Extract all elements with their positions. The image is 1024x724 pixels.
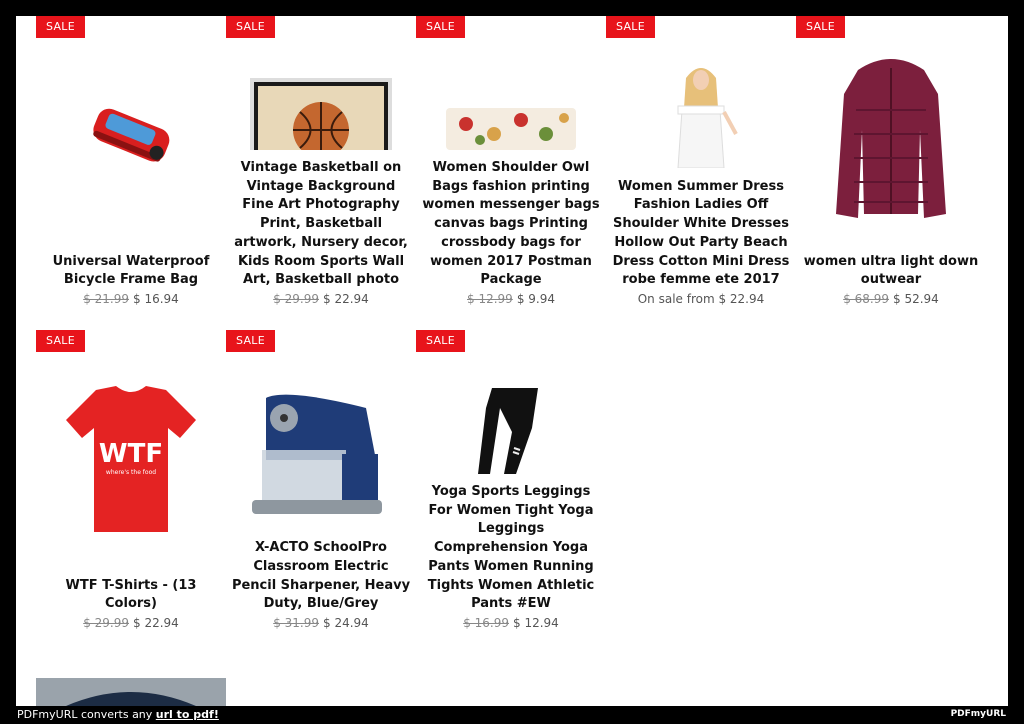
product-title[interactable]: women ultra light down outwear — [803, 253, 979, 288]
product-info — [226, 159, 416, 308]
original-price: $ 21.99 — [83, 292, 129, 306]
product-image[interactable] — [36, 96, 226, 176]
original-price: $ 12.99 — [467, 292, 513, 306]
product-price — [36, 614, 226, 632]
original-price: $ 68.99 — [843, 292, 889, 306]
sale-price: $ 16.94 — [133, 292, 179, 306]
original-price: $ 16.99 — [463, 616, 509, 630]
product-price — [416, 614, 606, 632]
footer-prefix: PDFmyURL converts any — [17, 708, 156, 721]
product-price — [796, 290, 986, 308]
sale-price: $ 22.94 — [133, 616, 179, 630]
sale-badge: SALE — [796, 16, 845, 38]
url-to-pdf-link[interactable]: url to pdf! — [155, 708, 219, 721]
product-price — [226, 614, 416, 632]
red-tshirt-icon — [36, 386, 226, 536]
sale-badge: SALE — [416, 16, 465, 38]
sale-price: $ 12.94 — [513, 616, 559, 630]
pencil-sharpener-icon — [226, 390, 416, 520]
sale-price: $ 9.94 — [516, 292, 555, 306]
sale-badge: SALE — [36, 330, 85, 352]
pdfmyurl-logo[interactable]: PDFmyURL — [950, 709, 1006, 719]
sale-price: $ 24.94 — [323, 616, 369, 630]
pdfmyurl-footer — [0, 706, 1024, 724]
product-title[interactable]: Women Shoulder Owl Bags fashion printing women messenger bags canvas bags Printing crossbody bags for women 2017 Postman Package — [422, 160, 600, 288]
product-info — [416, 483, 606, 632]
product-card[interactable] — [226, 16, 416, 308]
product-title[interactable]: X-ACTO SchoolPro Classroom Electric Pencil Sharpener, Heavy Duty, Blue/Grey — [231, 540, 411, 612]
sale-price: $ 22.94 — [323, 292, 369, 306]
product-info — [416, 159, 606, 308]
product-image[interactable] — [606, 64, 796, 168]
product-card[interactable] — [226, 330, 416, 632]
product-card[interactable] — [416, 330, 606, 632]
footer-text — [17, 708, 219, 721]
shirt-print-text: WTF — [98, 439, 164, 469]
next-product-preview-icon — [36, 678, 226, 706]
product-image[interactable] — [796, 50, 986, 222]
product-title[interactable]: Women Summer Dress Fashion Ladies Off Shoulder White Dresses Hollow Out Party Beach Dress Cotton Mini Dress robe femme ete 2017 — [612, 178, 790, 288]
product-title[interactable]: WTF T-Shirts - (13 Colors) — [65, 577, 197, 612]
product-info — [36, 577, 226, 632]
product-price — [36, 290, 226, 308]
product-info — [796, 253, 986, 308]
product-card[interactable] — [416, 16, 606, 308]
product-title[interactable]: Universal Waterproof Bicycle Frame Bag — [52, 253, 210, 288]
product-info — [226, 539, 416, 632]
owl-print-bag-icon — [416, 104, 606, 150]
purple-down-jacket-icon — [796, 50, 986, 222]
sale-badge: SALE — [416, 330, 465, 352]
sale-badge: SALE — [606, 16, 655, 38]
product-card[interactable] — [36, 16, 226, 308]
product-card[interactable] — [796, 16, 986, 308]
black-leggings-icon — [416, 388, 606, 474]
product-price — [606, 290, 796, 308]
product-grid-page — [16, 16, 1008, 706]
product-title[interactable]: Yoga Sports Leggings For Women Tight Yoga Leggings Comprehension Yoga Pants Women Running Tights Women Athletic Pants #EW — [427, 484, 595, 612]
product-image[interactable] — [226, 390, 416, 520]
product-image[interactable] — [226, 78, 416, 150]
product-info — [606, 178, 796, 308]
red-bicycle-bag-icon — [36, 96, 226, 176]
white-dress-icon — [606, 64, 796, 168]
sale-badge: SALE — [226, 330, 275, 352]
product-image[interactable] — [36, 386, 226, 536]
sale-price: $ 52.94 — [893, 292, 939, 306]
product-card[interactable] — [606, 16, 796, 308]
product-card[interactable] — [36, 330, 226, 632]
original-price: $ 29.99 — [83, 616, 129, 630]
product-info — [36, 253, 226, 308]
product-title[interactable]: Vintage Basketball on Vintage Background Fine Art Photography Print, Basketball artwork, Nursery decor, Kids Room Sports Wall Art, Basketball photo — [234, 160, 408, 288]
original-price: $ 31.99 — [273, 616, 319, 630]
product-image[interactable] — [416, 104, 606, 150]
product-image[interactable] — [416, 388, 606, 474]
product-price — [226, 290, 416, 308]
shirt-print-subtext: where's the food — [105, 469, 157, 476]
original-price: $ 29.99 — [273, 292, 319, 306]
sale-price: On sale from $ 22.94 — [637, 292, 765, 306]
product-image-partial[interactable] — [36, 678, 226, 706]
sale-badge: SALE — [226, 16, 275, 38]
basketball-print-icon — [226, 78, 416, 150]
sale-badge: SALE — [36, 16, 85, 38]
product-price — [416, 290, 606, 308]
